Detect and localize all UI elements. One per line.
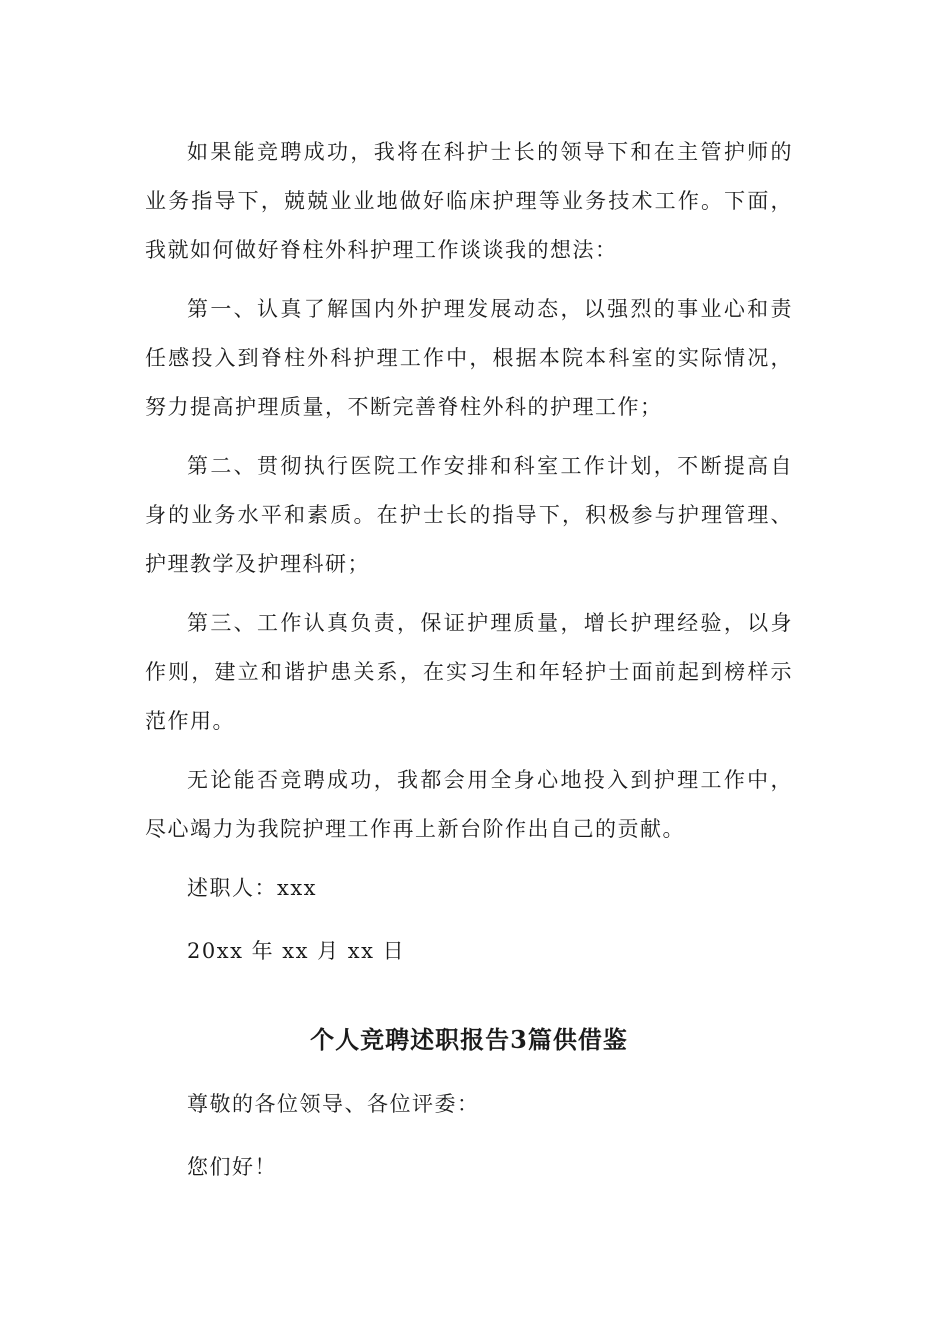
signature-line: 述职人：xxx <box>187 876 318 900</box>
paragraph-point-3: 第三、工作认真负责，保证护理质量，增长护理经验，以身作则，建立和谐护患关系，在实习生和年轻护士面前起到榜样示范作用。 <box>145 611 793 733</box>
greeting-line: 您们好！ <box>187 1155 277 1179</box>
paragraph-conclusion: 无论能否竞聘成功，我都会用全身心地投入到护理工作中，尽心竭力为我院护理工作再上新台阶作出自己的贡献。 <box>145 768 793 841</box>
paragraph-point-2: 第二、贯彻执行医院工作安排和科室工作计划，不断提高自身的业务水平和素质。在护士长的指导下，积极参与护理管理、护理教学及护理科研； <box>145 454 793 576</box>
section-title: 个人竞聘述职报告3篇供借鉴 <box>310 1025 628 1054</box>
paragraph-point-1: 第一、认真了解国内外护理发展动态，以强烈的事业心和责任感投入到脊柱外科护理工作中，根据本院本科室的实际情况，努力提高护理质量，不断完善脊柱外科的护理工作； <box>145 297 793 419</box>
paragraph-intro: 如果能竞聘成功，我将在科护士长的领导下和在主管护师的业务指导下，兢兢业业地做好临床护理等业务技术工作。下面，我就如何做好脊柱外科护理工作谈谈我的想法： <box>145 140 793 262</box>
document-body <box>145 128 793 1206</box>
date-line: 20xx 年 xx 月 xx 日 <box>187 939 406 963</box>
salutation-line: 尊敬的各位领导、各位评委： <box>187 1092 480 1116</box>
